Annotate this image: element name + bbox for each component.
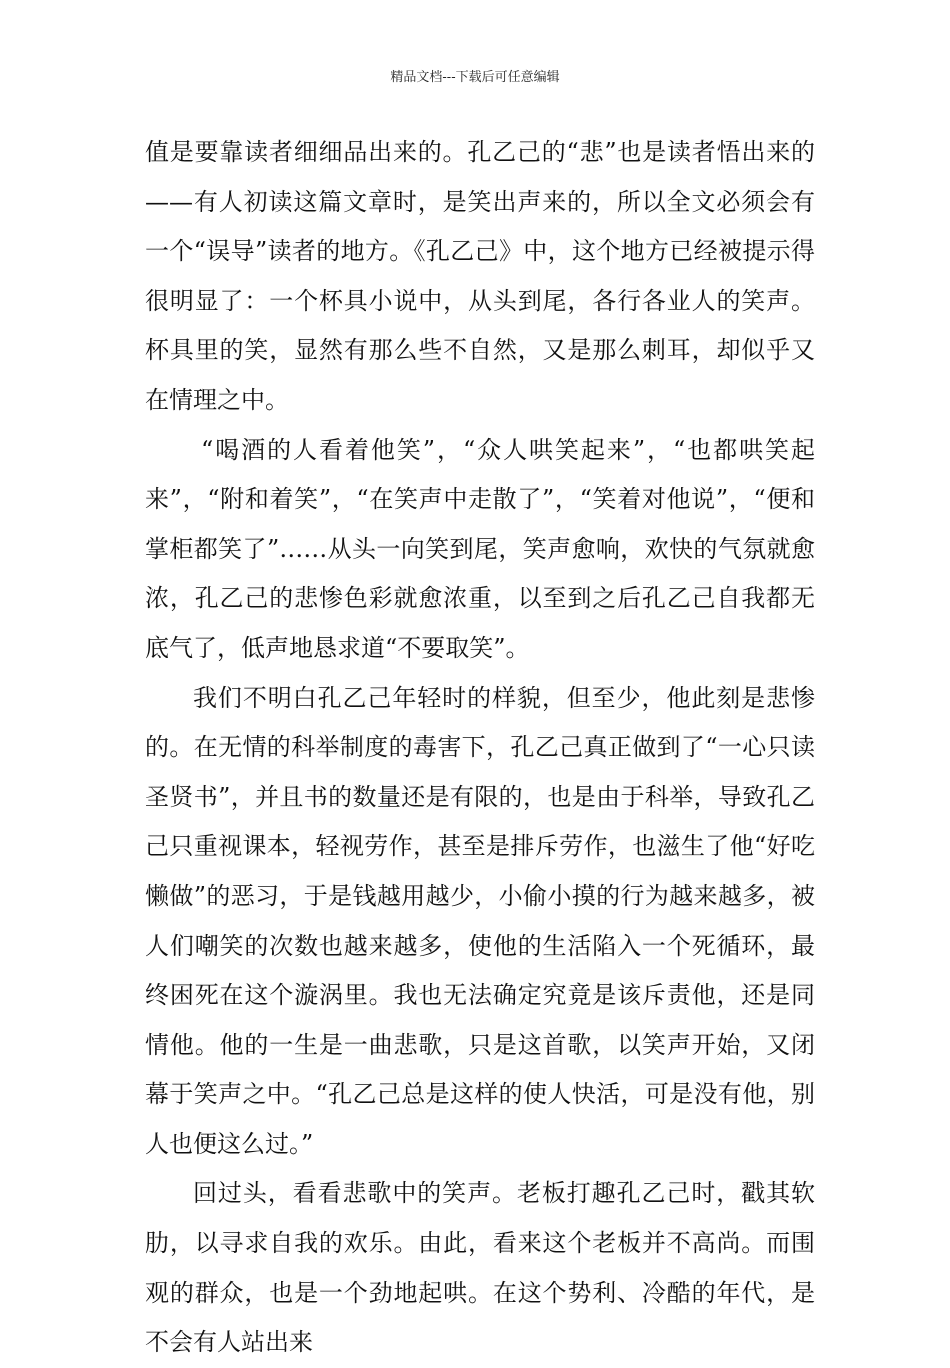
- paragraph-2: “喝酒的人看着他笑”，“众人哄笑起来”，“也都哄笑起来”，“附和着笑”，“在笑声中走散了”，“笑着对他说”，“便和掌柜都笑了”……从头一向笑到尾，笑声愈响，欢快的气氛就愈浓，孔乙己的悲惨色彩就愈浓重，以至到之后孔乙己自我都无底气了，低声地恳求道“不要取笑”。: [145, 435, 815, 662]
- page-header: 精品文档---下载后可任意编辑: [390, 70, 560, 85]
- paragraph-1: 值是要靠读者细细品出来的。孔乙己的“悲”也是读者悟出来的——有人初读这篇文章时，是笑出声来的，所以全文必须会有一个“误导”读者的地方。《孔乙己》中，这个地方已经被提示得很明显了：一个杯具小说中，从头到尾，各行各业人的笑声。杯具里的笑，显然有那么些不自然，又是那么刺耳，却似乎又在情理之中。: [145, 138, 815, 414]
- document-body: [145, 128, 815, 1368]
- paragraph-4: 回过头，看看悲歌中的笑声。老板打趣孔乙己时，戳其软肋，以寻求自我的欢乐。由此，看来这个老板并不高尚。而围观的群众，也是一个劲地起哄。在这个势利、冷酷的年代，是不会有人站出来: [145, 1179, 815, 1357]
- paragraph-3: 我们不明白孔乙己年轻时的样貌，但至少，他此刻是悲惨的。在无情的科举制度的毒害下，孔乙己真正做到了“一心只读圣贤书”，并且书的数量还是有限的，也是由于科举，导致孔乙己只重视课本，轻视劳作，甚至是排斥劳作，也滋生了他“好吃懒做”的恶习，于是钱越用越少，小偷小摸的行为越来越多，被人们嘲笑的次数也越来越多，使他的生活陷入一个死循环，最终困死在这个漩涡里。我也无法确定究竟是该斥责他，还是同情他。他的一生是一曲悲歌，只是这首歌，以笑声开始，又闭幕于笑声之中。“孔乙己总是这样的使人快活，可是没有他，别人也便这么过。”: [145, 683, 815, 1158]
